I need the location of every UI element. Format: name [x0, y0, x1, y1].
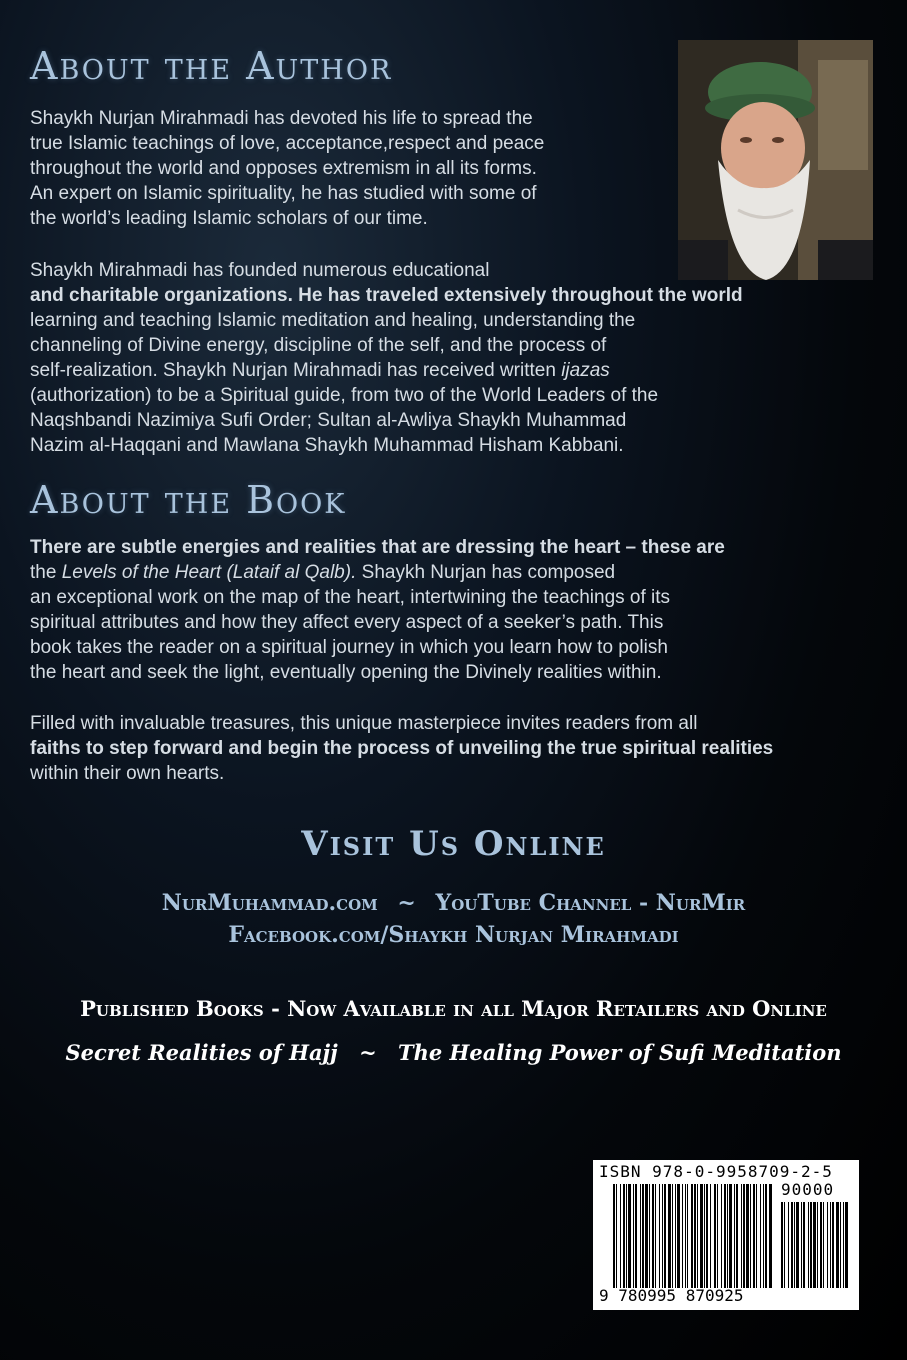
- barcode-bar: [691, 1184, 693, 1288]
- barcode-bars-addon: [781, 1202, 851, 1288]
- ean-number: 9 780995 870925: [599, 1286, 744, 1305]
- barcode-bar: [655, 1184, 656, 1288]
- barcode-bar: [756, 1184, 757, 1288]
- text-line: the heart and seek the light, eventually opening the Divinely realities within.: [30, 662, 662, 683]
- barcode-bar: [836, 1202, 839, 1288]
- text-line: Filled with invaluable treasures, this unique masterpiece invites readers from all: [30, 713, 698, 734]
- barcode-bar: [796, 1202, 799, 1288]
- published-books-list: [0, 1040, 907, 1065]
- book-title-meditation: The Healing Power of Sufi Meditation: [397, 1040, 842, 1065]
- author-bio-paragraph: [30, 106, 544, 231]
- text-line: book takes the reader on a spiritual journey in which you learn how to polish: [30, 637, 668, 658]
- barcode-bar: [820, 1202, 822, 1288]
- barcode-bar: [613, 1184, 615, 1288]
- barcode-bar: [659, 1184, 660, 1288]
- text-line: channeling of Divine energy, discipline of the self, and the process of: [30, 335, 607, 356]
- text-line: the world’s leading Islamic scholars of our time.: [30, 208, 428, 229]
- text-line: and charitable organizations. He has traveled extensively throughout the world: [30, 285, 743, 306]
- barcode-bar: [727, 1184, 728, 1288]
- barcode-bar: [668, 1184, 671, 1288]
- ijazas-term: ijazas: [561, 360, 610, 381]
- barcode-bar: [741, 1184, 742, 1288]
- barcode-bar: [675, 1184, 676, 1288]
- book-title-italic: Levels of the Heart (Lataif al Qalb).: [61, 562, 357, 583]
- text-line: An expert on Islamic spirituality, he has studied with some of: [30, 183, 537, 204]
- barcode-bar: [616, 1184, 617, 1288]
- barcode-bar: [781, 1202, 783, 1288]
- online-links-row: [0, 890, 907, 916]
- barcode-bar: [652, 1184, 654, 1288]
- barcode-bar: [662, 1184, 663, 1288]
- barcode-bar: [827, 1202, 828, 1288]
- barcode-bar: [672, 1184, 673, 1288]
- barcode-bar: [714, 1184, 716, 1288]
- barcode-bar: [677, 1184, 680, 1288]
- barcode-bar: [791, 1202, 793, 1288]
- barcode-bar: [700, 1184, 703, 1288]
- book-title-hajj: Secret Realities of Hajj: [65, 1040, 338, 1065]
- barcode-bar: [682, 1184, 683, 1288]
- barcode-bar: [694, 1184, 696, 1288]
- text-fragment: the: [30, 562, 57, 583]
- facebook-row: [0, 922, 907, 948]
- text-line: true Islamic teachings of love, acceptance,respect and peace: [30, 133, 545, 154]
- text-line: learning and teaching Islamic meditation and healing, understanding the: [30, 310, 636, 331]
- barcode-bar: [704, 1184, 705, 1288]
- text-line: throughout the world and opposes extremism in all its forms.: [30, 158, 537, 179]
- text-line: [30, 560, 725, 585]
- separator: ~: [359, 1040, 377, 1065]
- barcode-bar: [832, 1202, 834, 1288]
- barcode-bar: [823, 1202, 824, 1288]
- facebook-link[interactable]: Facebook.com/Shaykh Nurjan Mirahmadi: [228, 922, 679, 948]
- price-code-label: 90000: [781, 1180, 835, 1199]
- author-portrait-icon: [678, 40, 873, 280]
- barcode-bar: [788, 1202, 789, 1288]
- barcode-bar: [628, 1184, 631, 1288]
- website-link[interactable]: NurMuhammad.com: [161, 890, 378, 916]
- book-invitation-paragraph: [30, 711, 773, 786]
- text-line: faiths to step forward and begin the process of unveiling the true spiritual realities: [30, 738, 774, 759]
- barcode-bar: [697, 1184, 698, 1288]
- barcode-bar: [640, 1184, 641, 1288]
- isbn-barcode: [593, 1160, 859, 1310]
- barcode-bar: [685, 1184, 686, 1288]
- barcode-bar: [794, 1202, 795, 1288]
- barcode-bar: [623, 1184, 625, 1288]
- isbn-label: ISBN 978-0-9958709-2-5: [599, 1162, 833, 1181]
- text-line: Shaykh Mirahmadi has founded numerous educational: [30, 260, 490, 281]
- barcode-bar: [620, 1184, 621, 1288]
- text-fragment: Shaykh Nurjan has composed: [361, 562, 616, 583]
- barcode-bar: [830, 1202, 831, 1288]
- text-line: spiritual attributes and how they affect every aspect of a seeker’s path. This: [30, 612, 664, 633]
- barcode-bar: [626, 1184, 627, 1288]
- text-line: Nazim al-Haqqani and Mawlana Shaykh Muhammad Hisham Kabbani.: [30, 435, 624, 456]
- barcode-bar: [813, 1202, 816, 1288]
- barcode-bar: [845, 1202, 848, 1288]
- barcode-bar: [710, 1184, 711, 1288]
- barcode-bar: [743, 1184, 745, 1288]
- published-books-heading: Published Books - Now Available in all Major Retailers and Online: [80, 996, 827, 1021]
- barcode-bar: [765, 1184, 767, 1288]
- barcode-bar: [645, 1184, 648, 1288]
- barcode-bar: [633, 1184, 634, 1288]
- text-line: (authorization) to be a Spiritual guide, from two of the World Leaders of the: [30, 385, 659, 406]
- barcode-bar: [721, 1184, 722, 1288]
- text-line: an exceptional work on the map of the heart, intertwining the teachings of its: [30, 587, 671, 608]
- text-line: Naqshbandi Nazimiya Sufi Order; Sultan al-Awliya Shaykh Muhammad: [30, 410, 627, 431]
- text-line: There are subtle energies and realities that are dressing the heart – these are: [30, 537, 725, 558]
- barcode-bar: [801, 1202, 802, 1288]
- barcode-bar: [717, 1184, 718, 1288]
- barcode-bar: [746, 1184, 749, 1288]
- visit-online-heading: Visit Us Online: [301, 824, 606, 864]
- barcode-bar: [642, 1184, 644, 1288]
- barcode-bar: [784, 1202, 785, 1288]
- text-line: Shaykh Nurjan Mirahmadi has devoted his life to spread the: [30, 108, 533, 129]
- book-heading: About the Book: [30, 478, 347, 522]
- barcode-bar: [810, 1202, 812, 1288]
- barcode-bar: [840, 1202, 841, 1288]
- barcode-bar: [843, 1202, 844, 1288]
- separator: ~: [397, 890, 416, 916]
- author-achievements-paragraph: [30, 258, 743, 458]
- barcode-bar: [803, 1202, 805, 1288]
- text-fragment: self-realization. Shaykh Nurjan Mirahmadi has received written: [30, 360, 556, 381]
- barcode-bar: [724, 1184, 726, 1288]
- youtube-link[interactable]: YouTube Channel - NurMir: [435, 890, 746, 916]
- book-description-paragraph: [30, 535, 725, 685]
- barcode-bars-main: [613, 1184, 773, 1288]
- text-line: within their own hearts.: [30, 763, 225, 784]
- barcode-bar: [760, 1184, 761, 1288]
- barcode-bar: [753, 1184, 755, 1288]
- barcode-bar: [750, 1184, 751, 1288]
- barcode-bar: [664, 1184, 666, 1288]
- barcode-bar: [763, 1184, 764, 1288]
- barcode-bar: [649, 1184, 650, 1288]
- barcode-bar: [706, 1184, 708, 1288]
- barcode-bar: [808, 1202, 809, 1288]
- barcode-bar: [687, 1184, 688, 1288]
- author-heading: About the Author: [30, 44, 393, 88]
- barcode-bar: [729, 1184, 732, 1288]
- author-photo-illustration: [678, 40, 873, 280]
- barcode-bar: [817, 1202, 818, 1288]
- text-line: [30, 358, 743, 383]
- barcode-bar: [635, 1184, 637, 1288]
- barcode-bar: [736, 1184, 738, 1288]
- barcode-bar: [734, 1184, 735, 1288]
- barcode-bar: [769, 1184, 772, 1288]
